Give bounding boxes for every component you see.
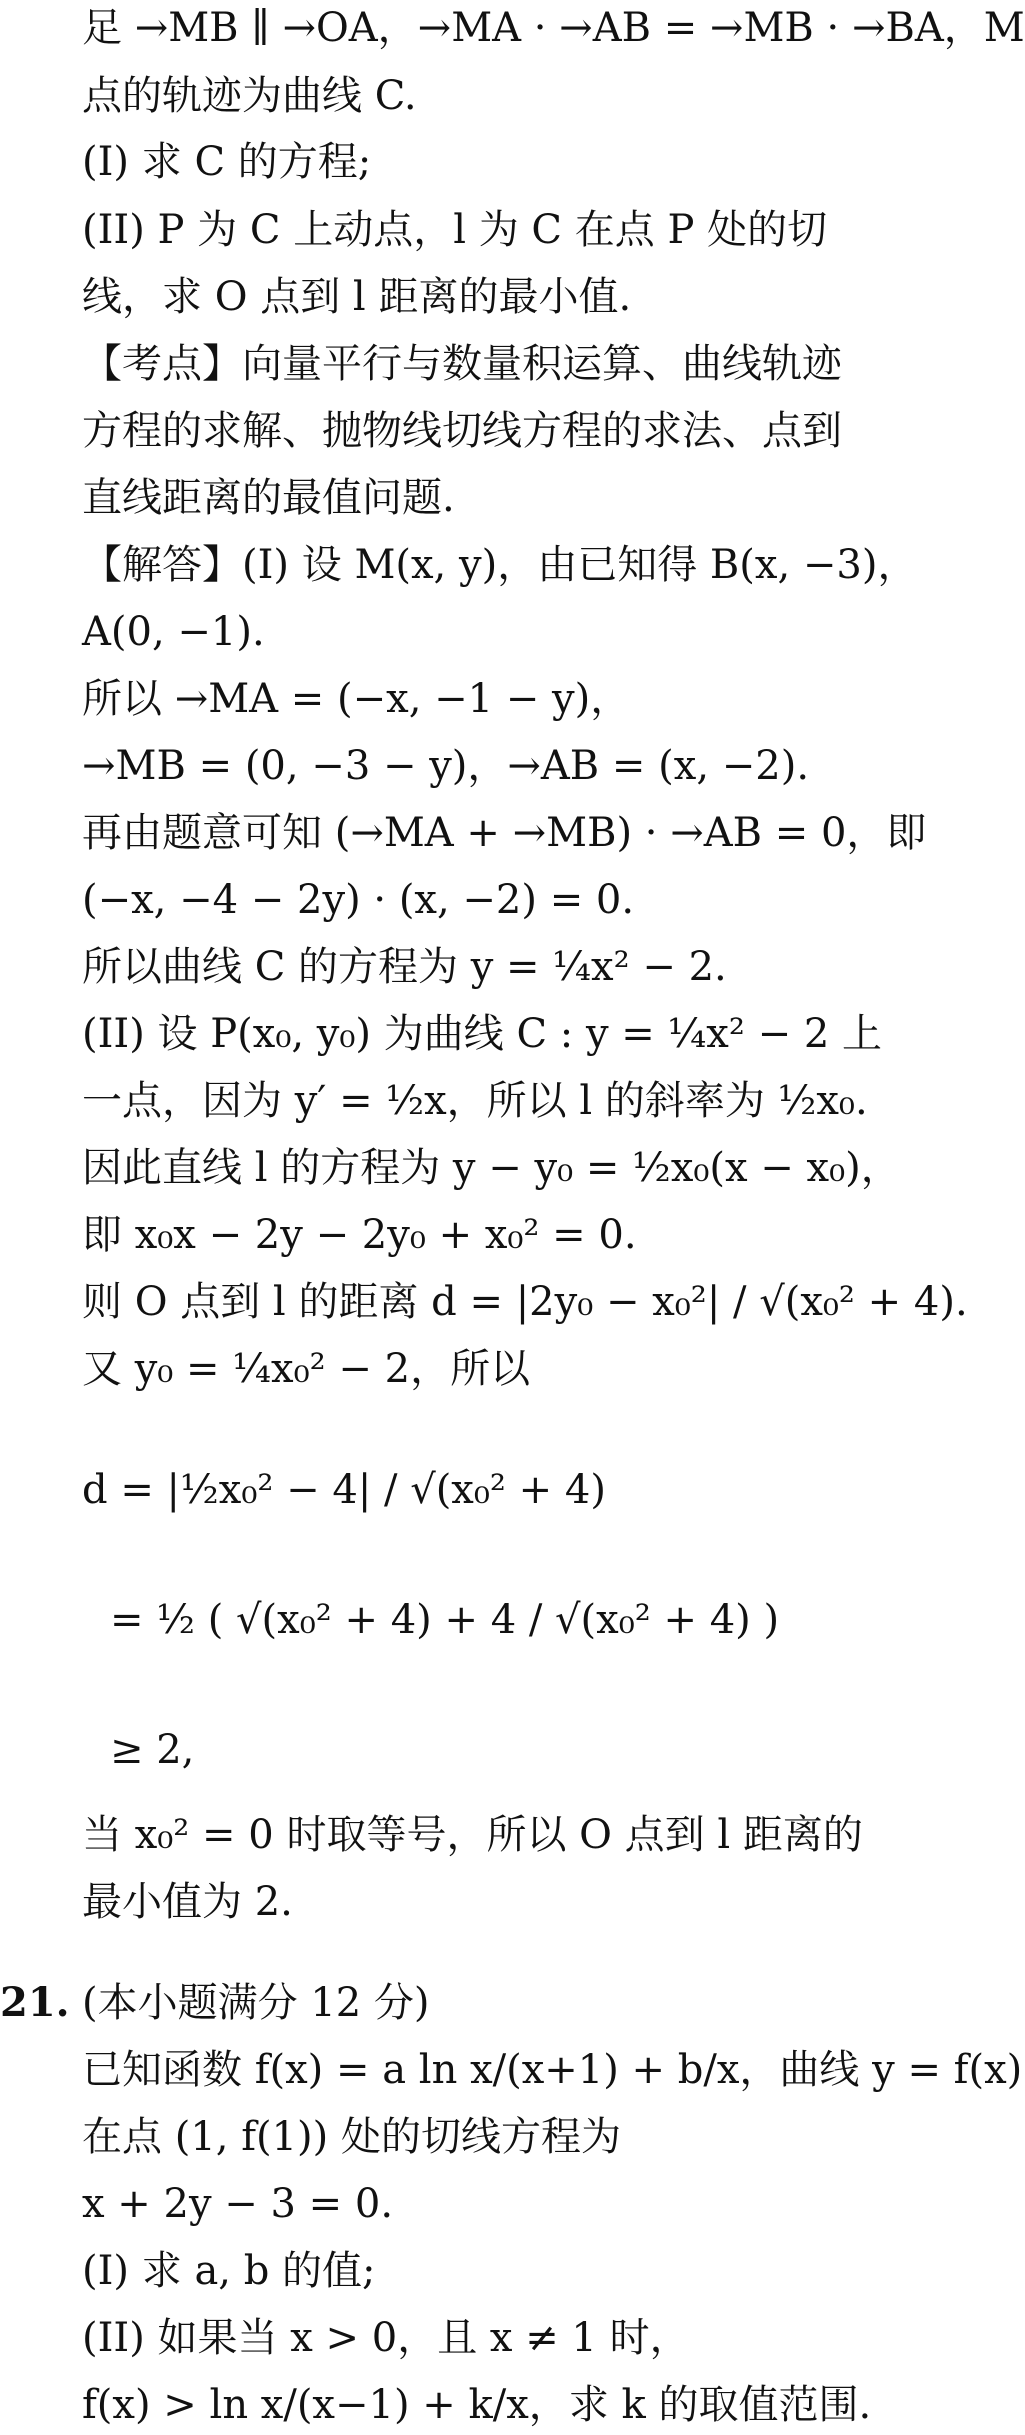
text-line: →MB = (0, −3 − y)，→AB = (x, −2). <box>82 743 810 789</box>
text-line: 【考点】向量平行与数量积运算、曲线轨迹 <box>82 341 842 387</box>
text-line: 即 x₀x − 2y − 2y₀ + x₀² = 0. <box>82 1212 637 1258</box>
display-equation: ≥ 2, <box>110 1727 195 1773</box>
text-line: 所以 →MA = (−x, −1 − y)， <box>82 676 631 722</box>
text-line: 一点，因为 y′ = ½x，所以 l 的斜率为 ½x₀. <box>82 1078 868 1124</box>
display-equation: = ½ ( √(x₀² + 4) + 4 / √(x₀² + 4) ) <box>110 1597 780 1643</box>
text-line: 线，求 O 点到 l 距离的最小值. <box>82 274 632 320</box>
text-line: (本小题满分 12 分) <box>82 1980 430 2026</box>
text-line: 则 O 点到 l 的距离 d = |2y₀ − x₀²| / √(x₀² + 4). <box>82 1279 968 1325</box>
text-line: 足 →MB ∥ →OA，→MA · →AB = →MB · →BA，M <box>82 5 1025 51</box>
text-line: A(0, −1). <box>82 609 265 655</box>
text-line: 方程的求解、抛物线切线方程的求法、点到 <box>82 408 842 454</box>
display-equation: d = |½x₀² − 4| / √(x₀² + 4) <box>82 1467 606 1513</box>
text-line: 所以曲线 C 的方程为 y = ¼x² − 2. <box>82 944 727 990</box>
text-line: (I) 求 C 的方程; <box>82 139 372 185</box>
text-line: 因此直线 l 的方程为 y − y₀ = ½x₀(x − x₀)， <box>82 1145 901 1191</box>
text-line: 再由题意可知 (→MA + →MB) · →AB = 0，即 <box>82 810 927 856</box>
text-line: 最小值为 2. <box>82 1879 293 1925</box>
text-line: f(x) > ln x/(x−1) + k/x，求 k 的取值范围. <box>82 2382 872 2428</box>
text-line: 已知函数 f(x) = a ln x/(x+1) + b/x，曲线 y = f(x) <box>82 2047 1023 2093</box>
text-line: (II) 设 P(x₀, y₀) 为曲线 C : y = ¼x² − 2 上 <box>82 1011 882 1057</box>
text-line: 又 y₀ = ¼x₀² − 2，所以 <box>82 1346 531 1392</box>
text-line: x + 2y − 3 = 0. <box>82 2181 394 2227</box>
text-line: (II) P 为 C 上动点，l 为 C 在点 P 处的切 <box>82 207 828 253</box>
text-line: (I) 求 a, b 的值; <box>82 2248 376 2294</box>
text-line: (II) 如果当 x > 0，且 x ≠ 1 时， <box>82 2315 690 2361</box>
text-line: 点的轨迹为曲线 C. <box>82 73 417 119</box>
text-line: 当 x₀² = 0 时取等号，所以 O 点到 l 距离的 <box>82 1812 863 1858</box>
text-line: 在点 (1, f(1)) 处的切线方程为 <box>82 2114 621 2160</box>
text-line: 【解答】(I) 设 M(x, y)，由已知得 B(x, −3)， <box>82 542 918 588</box>
text-line: 直线距离的最值问题. <box>82 475 455 521</box>
text-line: (−x, −4 − 2y) · (x, −2) = 0. <box>82 877 635 923</box>
question-number: 21. <box>0 1979 70 2026</box>
